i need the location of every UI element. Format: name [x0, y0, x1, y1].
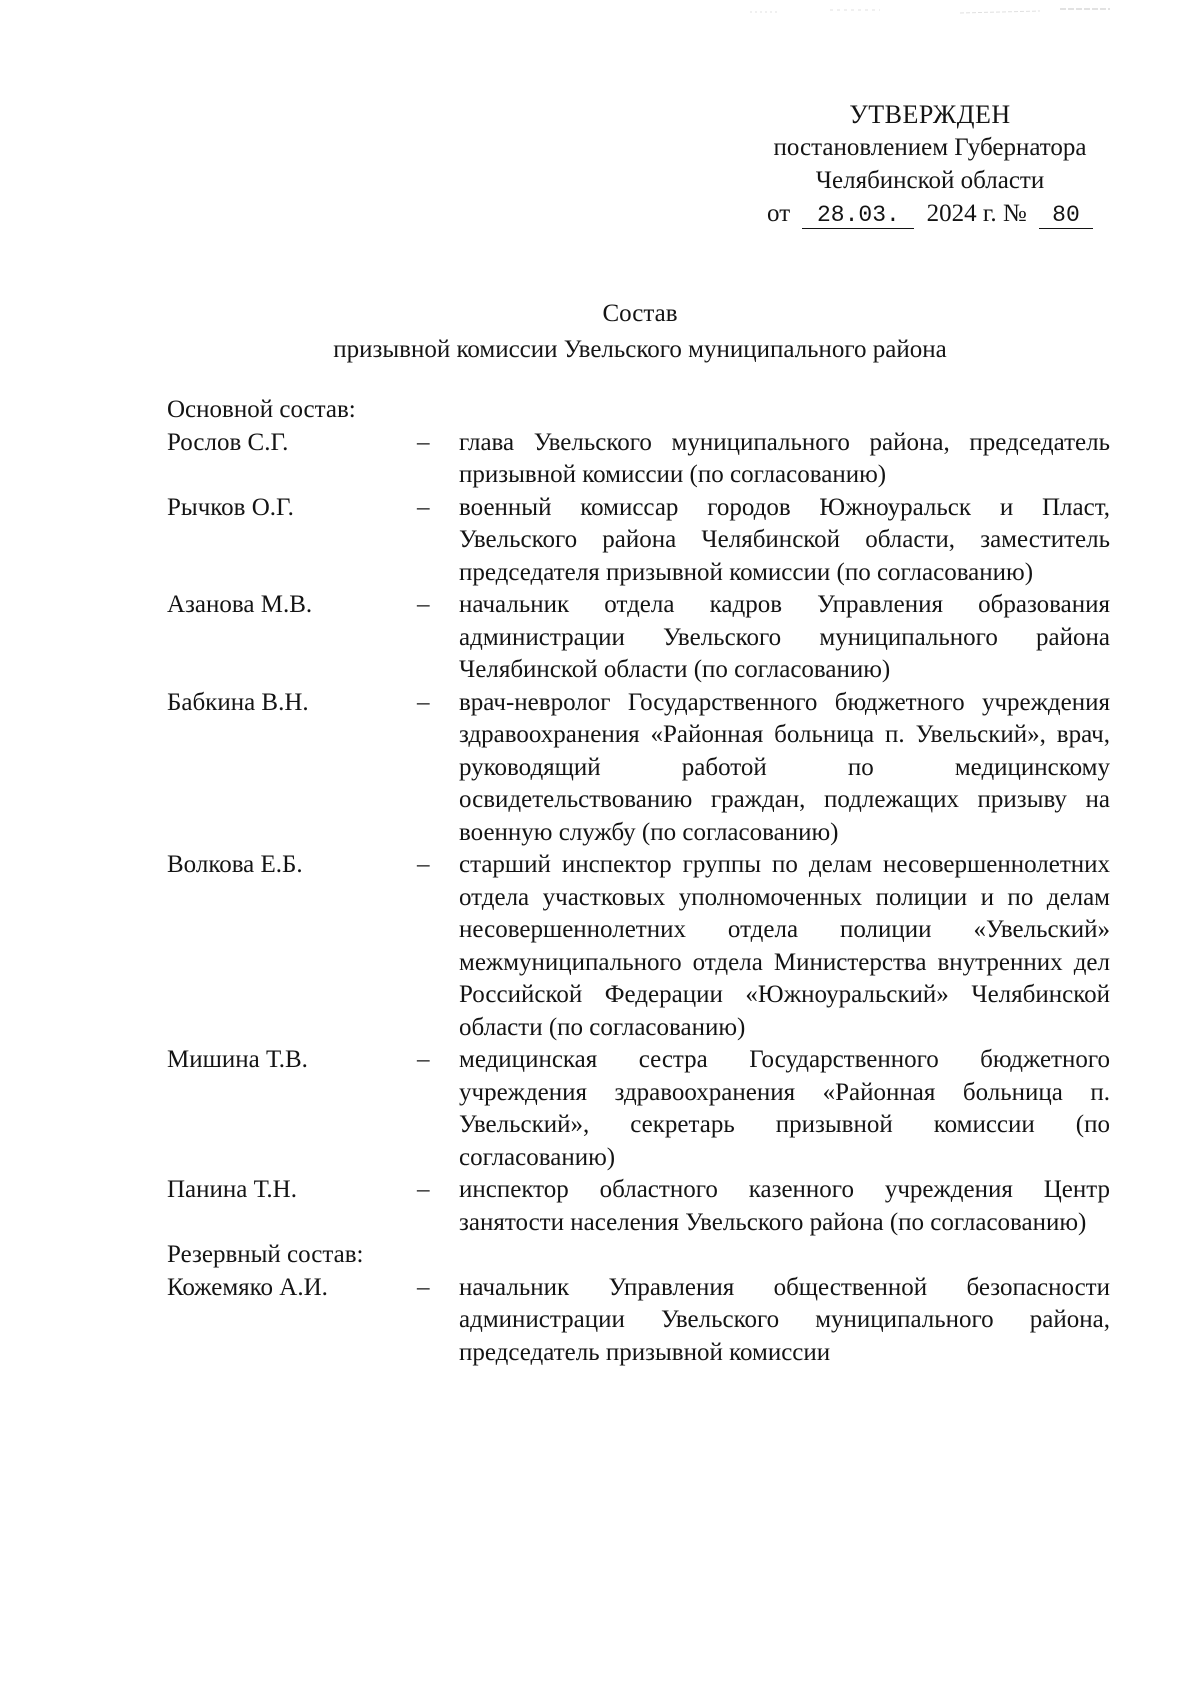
member-name: Мишина Т.В.	[167, 1046, 308, 1073]
year-label: 2024 г. №	[926, 200, 1027, 227]
reserve-section-heading: Резервный состав:	[167, 1241, 364, 1268]
approval-line-region: Челябинской области	[815, 167, 1045, 194]
approval-block	[740, 98, 1120, 230]
document-title	[160, 296, 1120, 368]
member-dash: –	[417, 591, 430, 618]
date-prefix: от	[767, 200, 791, 227]
member-name: Волкова Е.Б.	[167, 851, 303, 878]
member-row	[167, 589, 1110, 687]
member-name: Панина Т.Н.	[167, 1176, 297, 1203]
member-name: Рычков О.Г.	[167, 493, 294, 521]
member-dash: –	[417, 1176, 430, 1203]
member-role: глава Увельского муниципального района, председатель призывной комиссии (по согласованию)	[459, 428, 1110, 488]
member-role: старший инспектор группы по делам несовершеннолетних отдела участковых уполномоченных полиции и по делам несовершеннолетних отдела полиции «Увельский» межмуниципального отдела Министерства внутренних дел Российской Федерации «Южноуральский» Челябинской области (по согласованию)	[459, 851, 1110, 1041]
member-row	[167, 849, 1110, 1044]
member-row	[167, 492, 1110, 590]
member-row	[167, 427, 1110, 492]
scan-artifact	[740, 6, 1120, 18]
main-members-list	[167, 427, 1110, 1240]
approval-date-line	[740, 197, 1120, 230]
member-row	[167, 1272, 1110, 1370]
approval-line-decree: постановлением Губернатора	[773, 134, 1087, 161]
title-line-2: призывной комиссии Увельского муниципального района	[333, 336, 947, 363]
decree-number: 80	[1039, 202, 1093, 229]
member-role: военный комиссар городов Южноуральск и Пласт, Увельского района Челябинской области, заместитель председателя призывной комиссии (по согласованию)	[459, 493, 1110, 586]
member-dash: –	[417, 1046, 430, 1073]
member-row	[167, 687, 1110, 850]
member-role: врач-невролог Государственного бюджетного учреждения здравоохранения «Районная больница п. Увельский», врач, руководящий работой по медицинскому освидетельствованию граждан, подлежащих призыву на военную службу (по согласованию)	[459, 688, 1110, 846]
reserve-members-list	[167, 1272, 1110, 1370]
member-role: начальник отдела кадров Управления образования администрации Увельского муниципального района Челябинской области (по согласованию)	[459, 591, 1110, 683]
member-dash: –	[417, 428, 430, 456]
title-line-1: Состав	[602, 300, 678, 327]
member-row	[167, 1044, 1110, 1174]
commission-roster	[167, 394, 1110, 1369]
approval-stamp: УТВЕРЖДЕН	[849, 100, 1011, 129]
member-dash: –	[417, 851, 430, 878]
member-row	[167, 1174, 1110, 1239]
member-role: начальник Управления общественной безопасности администрации Увельского муниципального района, председатель призывной комиссии	[459, 1273, 1110, 1366]
member-dash: –	[417, 1273, 430, 1301]
date-value: 28.03.	[802, 202, 914, 229]
member-name: Рослов С.Г.	[167, 428, 289, 456]
member-dash: –	[417, 493, 430, 521]
member-role: медицинская сестра Государственного бюджетного учреждения здравоохранения «Районная больница п. Увельский», секретарь призывной комиссии (по согласованию)	[459, 1046, 1110, 1171]
main-section-heading: Основной состав:	[167, 396, 356, 423]
member-role: инспектор областного казенного учреждения Центр занятости населения Увельского района (по согласованию)	[459, 1176, 1110, 1236]
member-name: Азанова М.В.	[167, 591, 313, 618]
member-name: Кожемяко А.И.	[167, 1273, 328, 1301]
member-dash: –	[417, 688, 430, 716]
member-name: Бабкина В.Н.	[167, 688, 309, 716]
